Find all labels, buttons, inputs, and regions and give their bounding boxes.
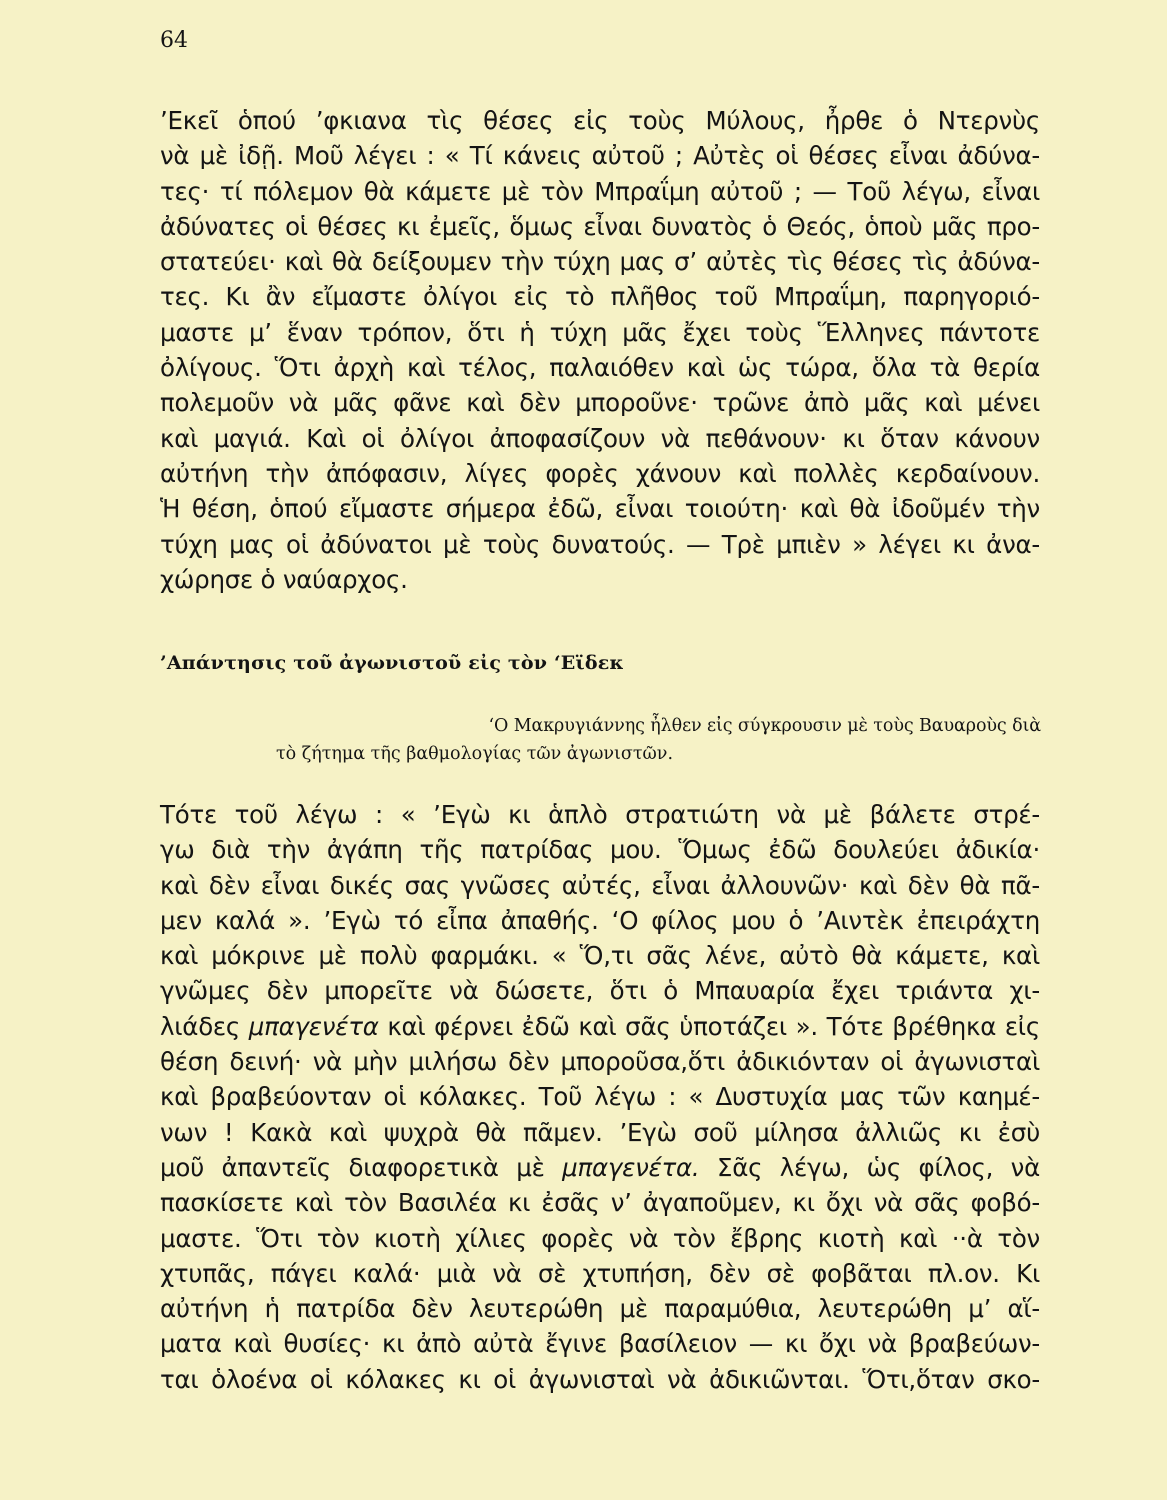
text-segment: πασκίσετε καὶ τὸν Βασιλέα κι ἐσᾶς ν’ ἀγαποῦμεν, κι ὄχι νὰ σᾶς φοβό-	[160, 1188, 1040, 1218]
text-line	[160, 1009, 1040, 1044]
text-segment: μοῦ ἀπαντεῖς διαφορετικὰ μὲ	[160, 1152, 563, 1182]
text-line: τες· τί πόλεμον θὰ κάμετε μὲ τὸν Μπραΐμη αὐτοῦ ; — Τοῦ λέγω, εἶναι	[160, 176, 1040, 206]
text-line: τες. Κι ἂν εἴμαστε ὀλίγοι εἰς τὸ πλῆθος τοῦ Μπραΐμη, παρηγοριό-	[160, 282, 1040, 312]
text-line: αὐτήνη τὴν ἀπόφασιν, λίγες φορὲς χάνουν καὶ πολλὲς κερδαίνουν.	[160, 458, 1040, 488]
text-line	[160, 1079, 1040, 1114]
text-line	[160, 1044, 1040, 1079]
text-line	[160, 868, 1040, 903]
section-heading: ’Απάντησις τοῦ ἀγωνιστοῦ εἰς τὸν ‘Εϊδεκ	[160, 652, 624, 674]
text-line	[160, 1362, 1040, 1397]
text-line: ἀδύνατες οἱ θέσες κι ἐμεῖς, ὅμως εἶναι δυνατὸς ὁ Θεός, ὁποὺ μᾶς προ-	[160, 211, 1040, 241]
text-line: ὀλίγους. Ὅτι ἀρχὴ καὶ τέλος, παλαιόθεν καὶ ὡς τώρα, ὅλα τὰ θερία	[160, 353, 1040, 383]
text-line: νὰ μὲ ἰδῇ. Μοῦ λέγει : « Τί κάνεις αὐτοῦ ; Αὐτὲς οἱ θέσες εἶναι ἀδύνα-	[160, 141, 1040, 171]
text-line: καὶ μαγιά. Καὶ οἱ ὀλίγοι ἀποφασίζουν νὰ πεθάνουν· κι ὅταν κάνουν	[160, 423, 1040, 453]
text-segment: γω διὰ τὴν ἀγάπη τῆς πατρίδας μου. Ὅμως ἐδῶ δουλεύει ἀδικία·	[160, 835, 1040, 865]
text-segment: ται ὁλοένα οἱ κόλακες κι οἱ ἀγωνισταὶ νὰ ἀδικιῶνται. Ὅτι,ὅταν σκο-	[160, 1364, 1040, 1394]
text-line: Ἡ θέση, ὁπού εἴμαστε σήμερα ἐδῶ, εἶναι τοιούτη· καὶ θὰ ἰδοῦμέν τὴν	[160, 494, 1040, 524]
text-line	[160, 797, 1040, 832]
text-line	[160, 1185, 1040, 1220]
text-segment: χτυπᾶς, πάγει καλά· μιὰ νὰ σὲ χτυπήση, δὲν σὲ φοβᾶται πλ.ον. Κι	[160, 1258, 1040, 1288]
text-line	[160, 1221, 1040, 1256]
text-segment: μαστε. Ὅτι τὸν κιοτὴ χίλιες φορὲς νὰ τὸν ἔβρης κιοτὴ καὶ ··ὰ τὸν	[160, 1223, 1040, 1253]
text-line	[160, 1150, 1040, 1185]
text-line: χώρησε ὁ ναύαρχος.	[160, 564, 408, 594]
text-segment: Τότε τοῦ λέγω : « ’Εγὼ κι ἁπλὸ στρατιώτη νὰ μὲ βάλετε στρέ-	[160, 800, 1040, 829]
text-segment: γνῶμες δὲν μπορεῖτε νὰ δώσετε, ὅτι ὁ Μπαυαρία ἔχει τριάντα χι-	[160, 976, 1040, 1006]
text-segment: καὶ μόκρινε μὲ πολὺ φαρμάκι. « Ὅ,τι σᾶς λένε, αὐτὸ θὰ κάμετε, καὶ	[160, 941, 1040, 971]
text-line	[160, 832, 1040, 867]
italic-word: μπαγενέτα	[248, 1011, 379, 1041]
text-line	[160, 1256, 1040, 1291]
text-segment: καὶ δὲν εἶναι δικές σας γνῶσες αὐτές, εἶναι ἀλλουνῶν· καὶ δὲν θὰ πᾶ-	[160, 870, 1040, 900]
text-line	[160, 1115, 1040, 1150]
text-line: τύχη μας οἱ ἀδύνατοι μὲ τοὺς δυνατούς. — Τρὲ μπιὲν » λέγει κι ἀνα-	[160, 529, 1040, 559]
text-segment: αὐτήνη ἡ πατρίδα δὲν λευτερώθη μὲ παραμύθια, λευτερώθη μ’ αἵ-	[160, 1294, 1040, 1324]
paragraph-nterny-dialogue	[160, 103, 1040, 597]
text-segment: μεν καλά ». ’Εγὼ τό εἶπα ἀπαθής. ‘Ο φίλος μου ὁ ’Αιντὲκ ἐπειράχτη	[160, 905, 1040, 935]
section-epigraph	[276, 712, 1041, 768]
epigraph-line: τὸ ζήτημα τῆς βαθμολογίας τῶν ἀγωνιστῶν.	[276, 744, 674, 764]
paragraph-answer-to-heideck	[160, 797, 1040, 1397]
text-line: ’Εκεῖ ὁπού ’φκιανα τὶς θέσες εἰς τοὺς Μύλους, ἦρθε ὁ Ντερνὺς	[160, 106, 1040, 135]
text-segment: καὶ φέρνει ἐδῶ καὶ σᾶς ὑποτάζει ». Τότε βρέθηκα εἰς	[378, 1011, 1040, 1041]
text-segment: Σᾶς λέγω, ὡς φίλος, νὰ	[699, 1152, 1040, 1182]
text-line: πολεμοῦν νὰ μᾶς φᾶνε καὶ δὲν μποροῦνε· τρῶνε ἀπὸ μᾶς καὶ μένει	[160, 388, 1040, 418]
text-line: στατεύει· καὶ θὰ δείξουμεν τὴν τύχη μας σ’ αὐτὲς τὶς θέσες τὶς ἀδύνα-	[160, 247, 1040, 277]
text-line	[160, 938, 1040, 973]
text-line	[160, 1291, 1040, 1326]
text-line	[160, 1326, 1040, 1361]
page-number: 64	[160, 28, 188, 53]
italic-word: μπαγενέτα.	[562, 1152, 700, 1182]
text-segment: καὶ βραβεύονταν οἱ κόλακες. Τοῦ λέγω : « Δυστυχία μας τῶν καημέ-	[160, 1082, 1040, 1112]
text-segment: θέση δεινή· νὰ μὴν μιλήσω δὲν μποροῦσα,ὅτι ἀδικιόνταν οἱ ἀγωνισταὶ	[160, 1047, 1040, 1077]
text-line: μαστε μ’ ἕναν τρόπον, ὅτι ἡ τύχη μᾶς ἔχει τοὺς Ἕλληνες πάντοτε	[160, 317, 1040, 347]
text-line	[160, 903, 1040, 938]
text-segment: ματα καὶ θυσίες· κι ἀπὸ αὐτὰ ἔγινε βασίλειον — κι ὄχι νὰ βραβεύων-	[160, 1329, 1040, 1359]
text-segment: νων ! Κακὰ καὶ ψυχρὰ θὰ πᾶμεν. ’Εγὼ σοῦ μίλησα ἀλλιῶς κι ἐσὺ	[160, 1117, 1040, 1147]
text-line	[160, 973, 1040, 1008]
epigraph-line: ‘Ο Μακρυγιάννης ἦλθεν εἰς σύγκρουσιν μὲ τοὺς Βαυαροὺς διὰ	[488, 716, 1041, 736]
text-segment: λιάδες	[160, 1011, 249, 1041]
